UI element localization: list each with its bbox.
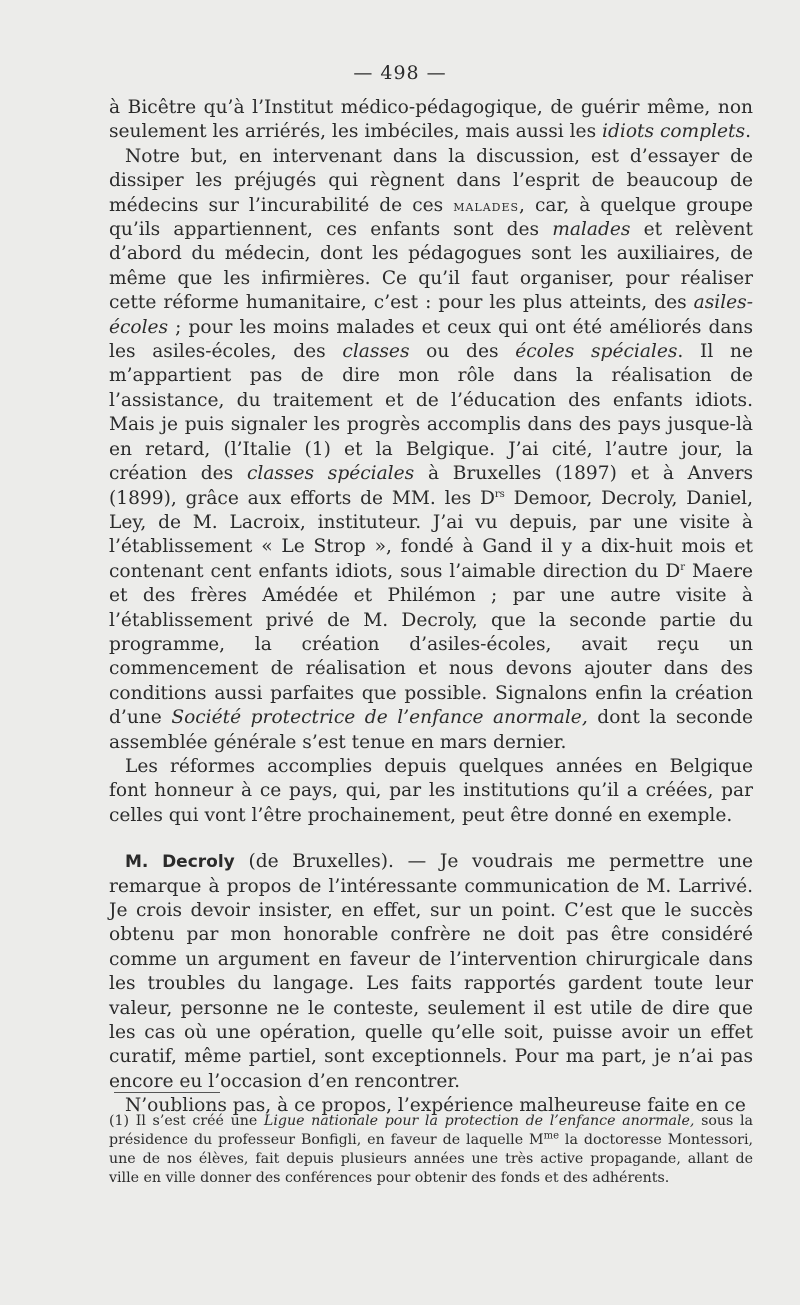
paragraph-2: Notre but, en intervenant dans la discussion, est d’essayer de dissiper les préjugés qui règnent dans l’esprit de beaucoup de médecins sur l’incurabilité de ces malades, car, à quelque groupe qu’ils appartiennent, ces enfants sont des malades et relèvent d’abord du médecin, dont les pédagogues sont les auxiliaires, de même que les infirmières. Ce qu’il faut organiser, pour réaliser cette réforme humanitaire, c’est : pour les plus atteints, des asiles-écoles ; pour les moins malades et ceux qui ont été améliorés dans les asiles-écoles, des classes ou des écoles spéciales. Il ne m’appartient pas de dire mon rôle dans la réalisation de l’assistance, du traitement et de l’éducation des enfants idiots. Mais je puis signaler les progrès accomplis dans des pays jusque-là en retard, (l’Italie (1) et la Belgique. J’ai cité, l’autre jour, la création des classes spéciales à Bruxelles (1897) et à Anvers (1899), grâce aux efforts de MM. les $D^{rs}$ Demoor, Decroly, Daniel, Ley, de M. Lacroix, instituteur. J’ai vu depuis, par une visite à l’établissement « Le Strop », fondé à Gand il y a dix-huit mois et contenant cent enfants idiots, sous l’aimable direction du $D^r$ Maere et des frères Amédée et Philémon ; par une autre visite à l’établissement privé de M. Decroly, que la seconde partie du programme, la création d’asiles-écoles, avait reçu un commencement de réalisation et nous devons ajouter dans des conditions aussi parfaites que possible. Signalons enfin la création d’une Société protectrice de l’enfance anormale, dont la seconde assemblée générale s’est tenue en mars dernier.: [109, 145, 754, 753]
footnote-rule: [114, 1092, 220, 1093]
paragraph-5: N’oublions pas, à ce propos, l’expérience malheureuse faite en ce: [125, 1095, 746, 1117]
paragraph-4: M. Decroly (de Bruxelles). — Je voudrais me permettre une remarque à propos de l’intéressante communication de M. Larrivé. Je crois devoir insister, en effet, sur un point. C’est que le succès obtenu par mon honorable confrère ne doit pas être considéré comme un argument en faveur de l’intervention chirurgicale dans les troubles du langage. Les faits rapportés gardent toute leur valeur, personne ne le conteste, seulement il est utile de dire que les cas où une opération, quelle qu’elle soit, puisse avoir un effet curatif, même partiel, sont exceptionnels. Pour ma part, je n’ai pas encore eu l’occasion d’en rencontrer.: [109, 851, 753, 1092]
smallcaps-malades: malades: [453, 196, 520, 215]
paragraph-3: Les réformes accomplies depuis quelques années en Belgique font honneur à ce pays, qui, par les institutions qu’il a créées, par celles qui vont l’être prochainement, peut être donné en exemple.: [109, 755, 753, 826]
page-number: — 498 —: [353, 62, 447, 84]
emphasis-idiots-complets: idiots complets: [602, 121, 746, 143]
footnote: (1) Il s’est créé une Ligue nationale pour la protection de l’enfance anormale, sous la présidence du professeur Bonfigli, en faveur de laquelle $M^{me}$ la doctoresse Montessori, une de nos élèves, fait depuis plusieurs années une très active propagande, allant de ville en ville donner des conférences pour obtenir des fonds et des adhérents.: [109, 1113, 753, 1186]
speaker-name: M. Decroly: [125, 852, 235, 873]
body-text: [109, 96, 753, 1119]
paragraph-1: à Bicêtre qu’à l’Institut médico-pédagogique, de guérir même, non seulement les arriérés, les imbéciles, mais aussi les idiots complets.: [109, 97, 753, 143]
